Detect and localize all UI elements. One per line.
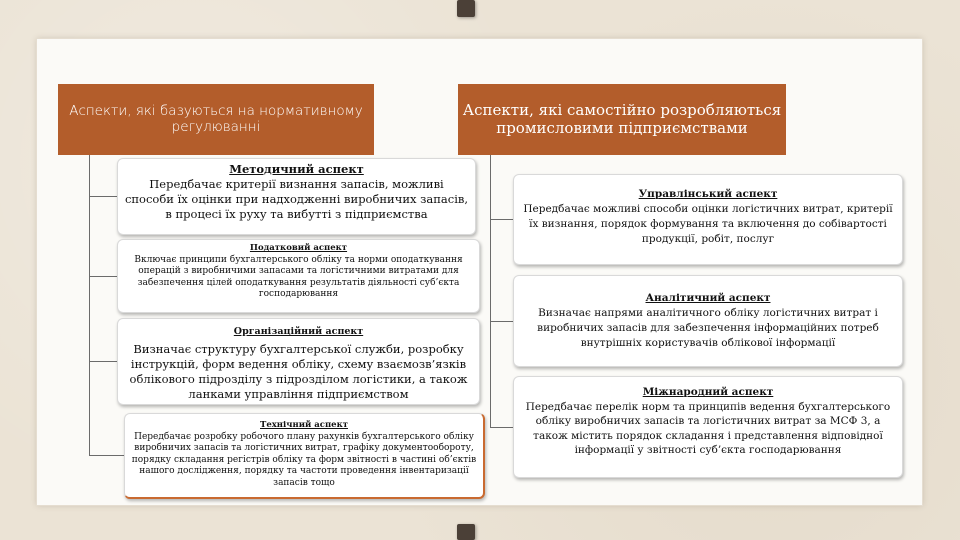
management-aspect-text: Передбачає можливі способи оцінки логістичних витрат, критерії їх визнання, порядок формування та включення до собівартості продукції, робіт, послуг: [523, 203, 893, 245]
organizational-aspect-box: [117, 318, 480, 405]
binder-clip-bottom: [457, 524, 475, 540]
left-connector-branch-4: [89, 455, 124, 456]
international-aspect-box: [513, 376, 903, 478]
technical-aspect-title: Технічний аспект: [260, 420, 348, 430]
right-category-header: [458, 84, 786, 155]
technical-aspect-text: Передбачає розробку робочого плану рахунків бухгалтерського обліку виробничих запасів та логістичних витрат, графіку документообороту, порядку складання регістрів обліку та форм звітності в частині об’єктів нашого дослідження, порядку та частоти проведення інвентаризації запасів тощо: [131, 431, 477, 488]
management-aspect-box: [513, 174, 903, 265]
analytical-aspect-text: Визначає напрями аналітичного обліку логістичних витрат і виробничих запасів для забезпечення інформаційних потреб внутрішніх користувачів облікової інформації: [537, 307, 879, 349]
tax-aspect-text: Включає принципи бухгалтерського обліку та норми оподаткування операцій з виробничими запасами та логістичними витратами для забезпечення цілей оподаткування результатів діяльності суб’єкта господарювання: [134, 254, 463, 299]
methodical-aspect-title: Методичний аспект: [229, 162, 364, 176]
binder-clip-top: [457, 0, 475, 17]
right-connector-branch-1: [490, 219, 513, 220]
left-connector-branch-3: [89, 361, 117, 362]
analytical-aspect-box: [513, 275, 903, 367]
left-category-header-text: Аспекти, які базуються на нормативному регулюванні: [69, 102, 363, 135]
international-aspect-text: Передбачає перелік норм та принципів ведення бухгалтерського обліку виробничих запасів та логістичних витрат за МСФ 3, а також містить порядок складання і представлення відповідної інформації у звітності суб’єкта господарювання: [525, 400, 891, 456]
right-connector-branch-2: [490, 321, 513, 322]
right-category-header-text: Аспекти, які самостійно розробляються промисловими підприємствами: [462, 101, 782, 137]
methodical-aspect-text: Передбачає критерії визнання запасів, можливі способи їх оцінки при надходженні виробничих запасів, в процесі їх руху та вибутті з підприємства: [124, 177, 469, 221]
left-category-header: [58, 84, 374, 155]
tax-aspect-title: Податковий аспект: [249, 243, 348, 253]
analytical-aspect-title: Аналітичний аспект: [645, 292, 771, 304]
right-connector-branch-3: [490, 427, 513, 428]
right-connector-vertical: [490, 155, 491, 428]
left-connector-vertical: [89, 155, 90, 455]
management-aspect-title: Управлінський аспект: [638, 188, 778, 200]
organizational-aspect-text: Визначає структуру бухгалтерської служби, розробку інструкцій, форм ведення обліку, схему взаємозв’язків облікового підрозділу з підрозділом логістики, а також ланками управління підприємством: [129, 342, 468, 401]
international-aspect-title: Міжнародний аспект: [642, 386, 774, 398]
organizational-aspect-title: Організаційний аспект: [233, 326, 364, 337]
left-connector-branch-2: [89, 276, 117, 277]
tax-aspect-box: [117, 239, 480, 313]
methodical-aspect-box: [117, 158, 476, 235]
technical-aspect-box: [124, 413, 485, 499]
left-connector-branch-1: [89, 196, 117, 197]
